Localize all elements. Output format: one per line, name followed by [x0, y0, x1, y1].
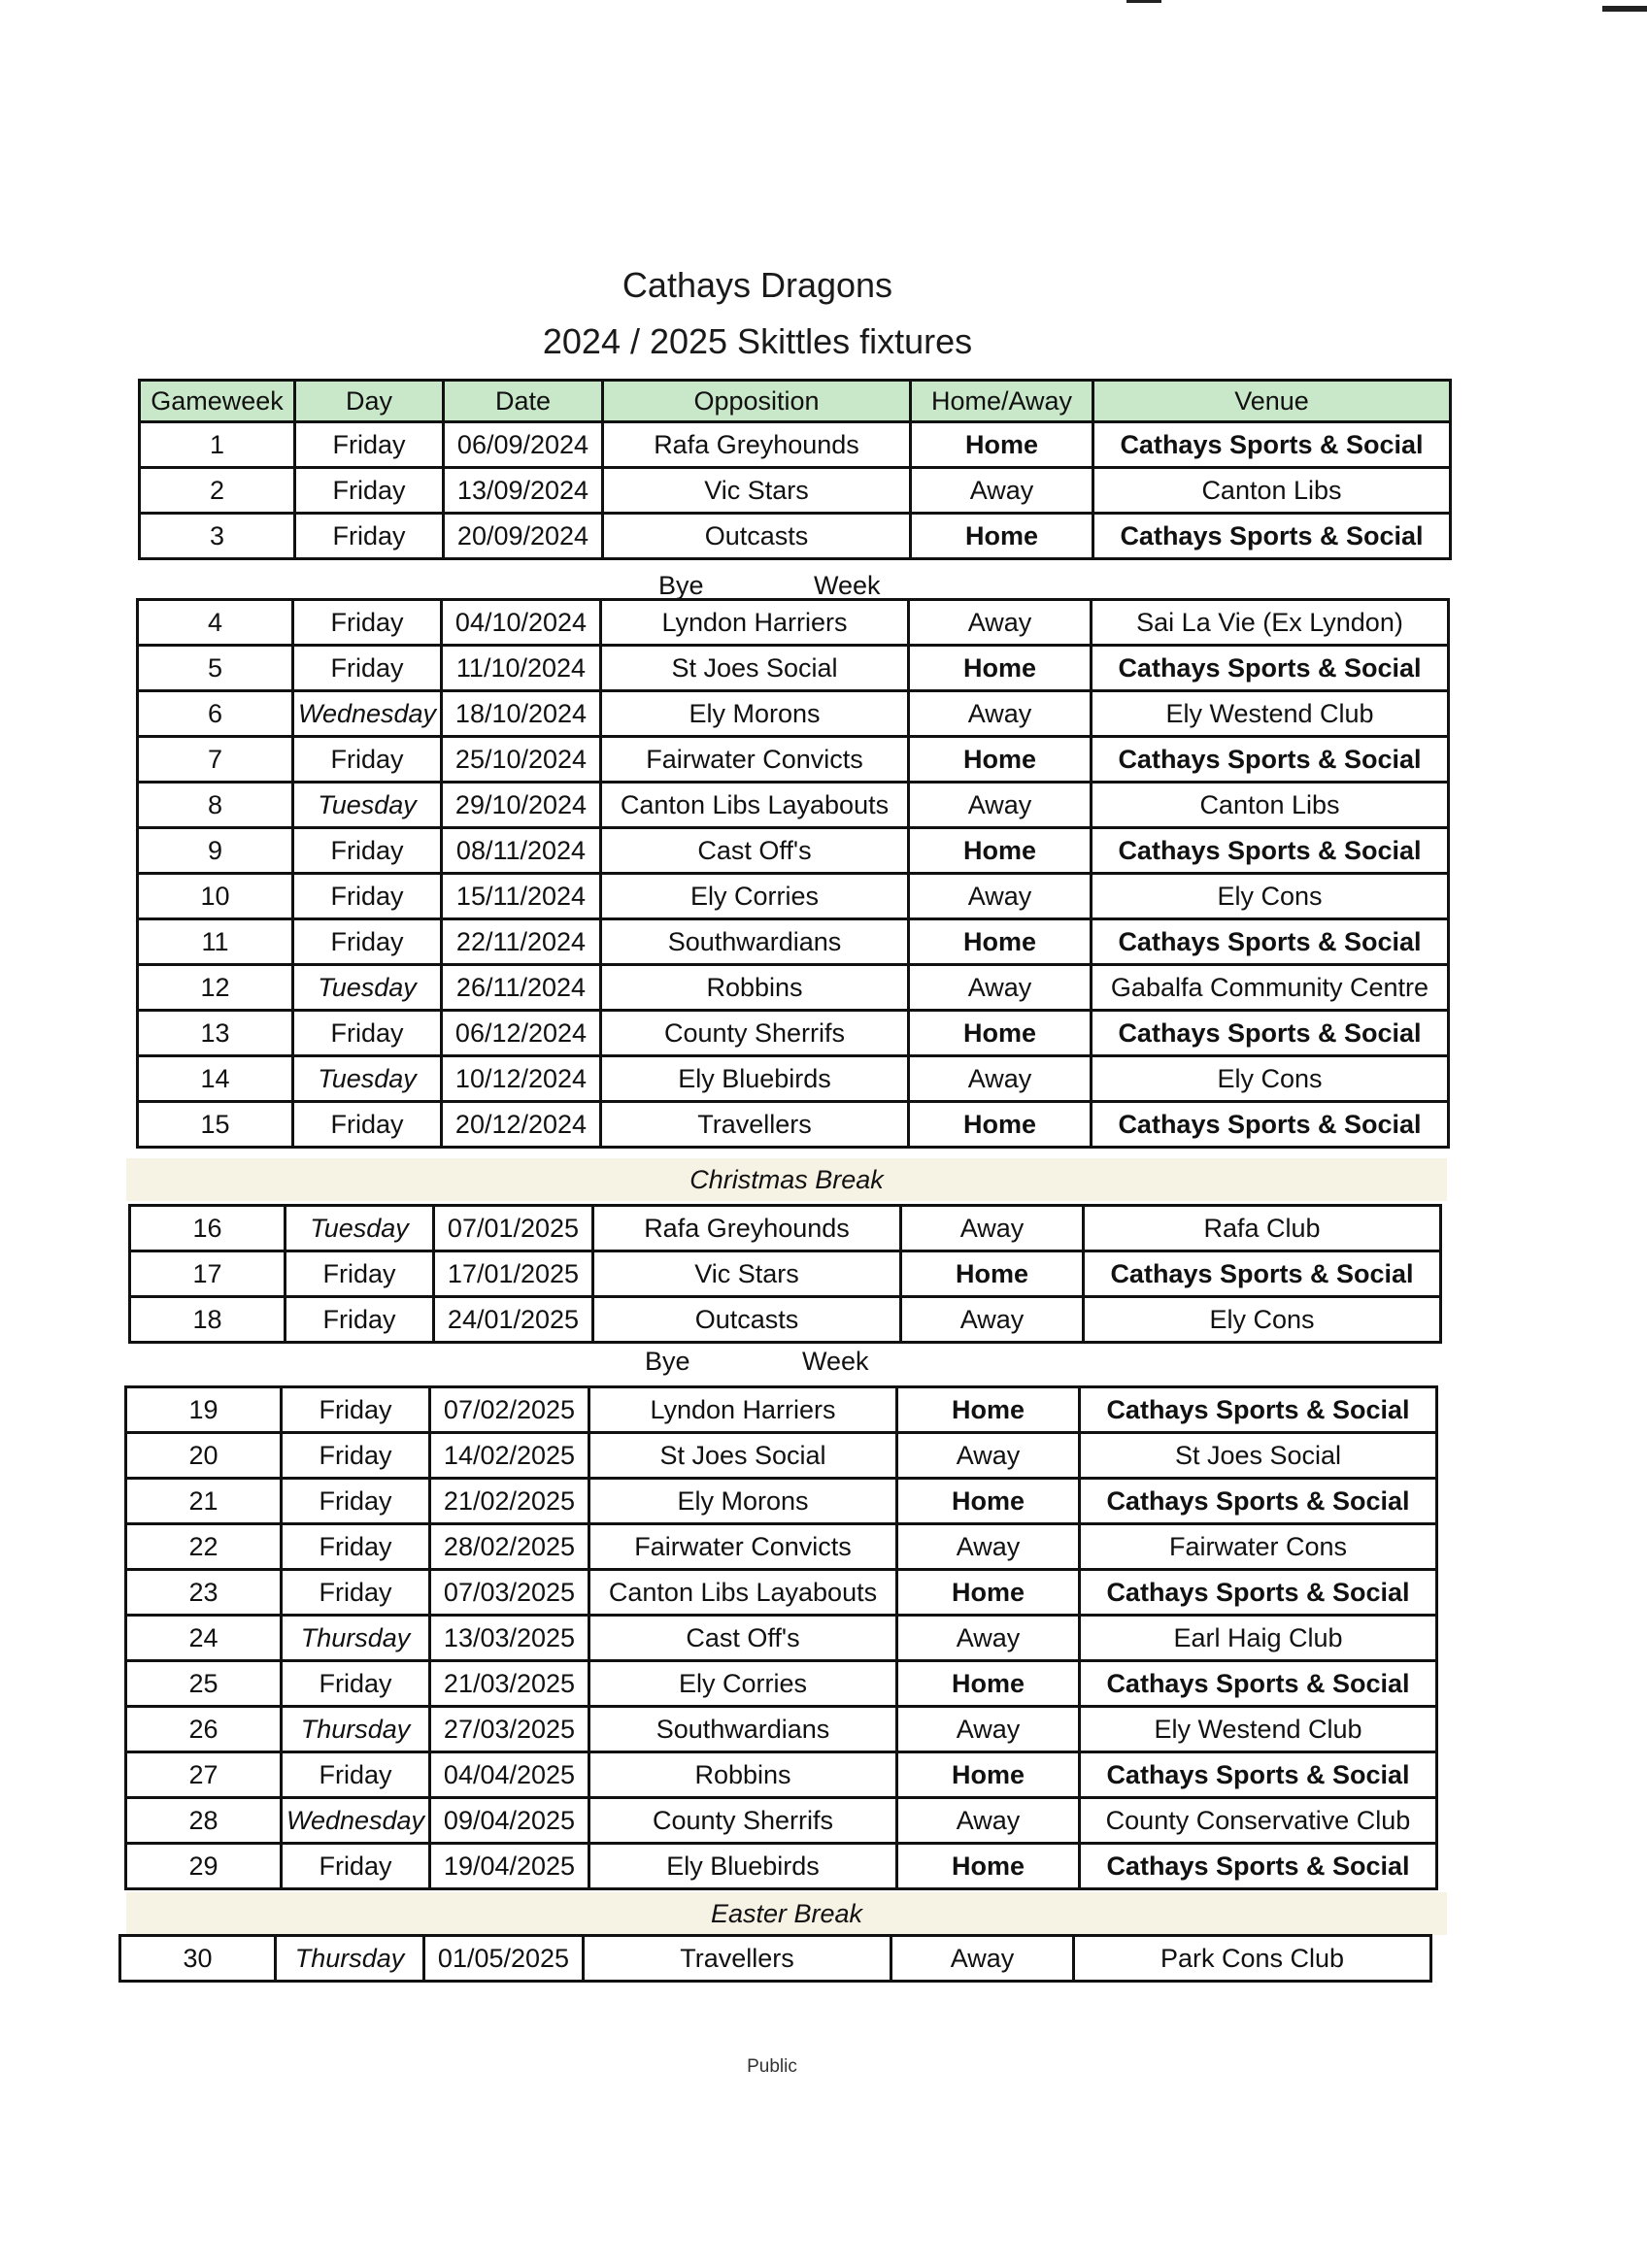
cell-venue: Gabalfa Community Centre: [1092, 965, 1449, 1011]
cell-gameweek: 28: [126, 1798, 282, 1844]
christmas-break-separator: Christmas Break: [126, 1158, 1447, 1201]
document-title: Cathays Dragons: [622, 265, 893, 305]
cell-opposition: Ely Corries: [601, 874, 909, 919]
scan-mark-top-right: [1602, 6, 1647, 12]
fixture-row: [130, 1297, 1441, 1343]
cell-venue: Ely Westend Club: [1092, 691, 1449, 737]
cell-opposition: Canton Libs Layabouts: [601, 783, 909, 828]
cell-day: Friday: [286, 1251, 434, 1297]
fixture-row: [120, 1936, 1431, 1982]
cell-home-away: Home: [911, 422, 1093, 468]
cell-venue: Canton Libs: [1092, 783, 1449, 828]
cell-venue: Cathays Sports & Social: [1092, 1102, 1449, 1148]
cell-gameweek: 18: [130, 1297, 286, 1343]
cell-day: Friday: [282, 1479, 430, 1524]
cell-home-away: Away: [897, 1798, 1080, 1844]
header-row: [140, 381, 1451, 422]
cell-home-away: Home: [901, 1251, 1084, 1297]
cell-date: 10/12/2024: [442, 1056, 601, 1102]
cell-day: Tuesday: [286, 1206, 434, 1251]
cell-venue: Cathays Sports & Social: [1080, 1661, 1437, 1707]
cell-venue: County Conservative Club: [1080, 1798, 1437, 1844]
cell-day: Friday: [295, 514, 444, 559]
cell-day: Friday: [282, 1433, 430, 1479]
cell-venue: Fairwater Cons: [1080, 1524, 1437, 1570]
cell-opposition: St Joes Social: [601, 646, 909, 691]
cell-opposition: Rafa Greyhounds: [593, 1206, 901, 1251]
cell-day: Tuesday: [293, 965, 442, 1011]
fixture-row: [138, 737, 1449, 783]
cell-day: Friday: [293, 874, 442, 919]
cell-venue: Ely Cons: [1084, 1297, 1441, 1343]
cell-gameweek: 29: [126, 1844, 282, 1889]
fixture-row: [126, 1661, 1437, 1707]
cell-opposition: Southwardians: [589, 1707, 897, 1752]
cell-day: Friday: [282, 1570, 430, 1616]
col-gameweek: Gameweek: [140, 381, 295, 422]
fixtures-table-block-5: [118, 1934, 1432, 1983]
cell-gameweek: 10: [138, 874, 293, 919]
cell-date: 13/09/2024: [444, 468, 603, 514]
bye-label: Bye: [645, 1347, 690, 1376]
cell-venue: Cathays Sports & Social: [1093, 514, 1451, 559]
cell-opposition: County Sherrifs: [601, 1011, 909, 1056]
cell-opposition: Ely Morons: [589, 1479, 897, 1524]
cell-opposition: Robbins: [601, 965, 909, 1011]
cell-venue: Cathays Sports & Social: [1092, 1011, 1449, 1056]
cell-home-away: Away: [909, 691, 1092, 737]
cell-home-away: Away: [911, 468, 1093, 514]
fixture-row: [126, 1616, 1437, 1661]
cell-venue: Cathays Sports & Social: [1092, 646, 1449, 691]
fixture-row: [126, 1844, 1437, 1889]
cell-date: 25/10/2024: [442, 737, 601, 783]
document-subtitle: 2024 / 2025 Skittles fixtures: [542, 321, 973, 361]
cell-gameweek: 12: [138, 965, 293, 1011]
cell-date: 19/04/2025: [430, 1844, 589, 1889]
cell-opposition: Travellers: [584, 1936, 891, 1982]
cell-venue: Cathays Sports & Social: [1080, 1570, 1437, 1616]
fixture-row: [126, 1479, 1437, 1524]
cell-home-away: Away: [909, 874, 1092, 919]
fixture-row: [138, 600, 1449, 646]
cell-gameweek: 21: [126, 1479, 282, 1524]
cell-date: 01/05/2025: [424, 1936, 584, 1982]
cell-gameweek: 3: [140, 514, 295, 559]
fixture-row: [138, 828, 1449, 874]
cell-date: 21/02/2025: [430, 1479, 589, 1524]
bye-label: Bye: [658, 571, 704, 600]
cell-gameweek: 17: [130, 1251, 286, 1297]
fixture-row: [130, 1251, 1441, 1297]
cell-date: 26/11/2024: [442, 965, 601, 1011]
fixtures-table-block-4: [124, 1385, 1438, 1890]
cell-home-away: Away: [897, 1433, 1080, 1479]
cell-date: 14/02/2025: [430, 1433, 589, 1479]
cell-gameweek: 9: [138, 828, 293, 874]
fixture-row: [138, 1056, 1449, 1102]
cell-venue: Cathays Sports & Social: [1084, 1251, 1441, 1297]
cell-venue: Cathays Sports & Social: [1093, 422, 1451, 468]
cell-opposition: Ely Bluebirds: [601, 1056, 909, 1102]
cell-home-away: Home: [909, 737, 1092, 783]
fixtures-table-block-1: [138, 379, 1452, 560]
cell-day: Friday: [293, 828, 442, 874]
cell-day: Friday: [282, 1387, 430, 1433]
cell-home-away: Home: [897, 1570, 1080, 1616]
cell-date: 20/12/2024: [442, 1102, 601, 1148]
cell-gameweek: 11: [138, 919, 293, 965]
cell-date: 20/09/2024: [444, 514, 603, 559]
cell-opposition: Rafa Greyhounds: [603, 422, 911, 468]
col-home-away: Home/Away: [911, 381, 1093, 422]
fixtures-table-block-3: [128, 1204, 1442, 1344]
cell-gameweek: 15: [138, 1102, 293, 1148]
cell-date: 04/04/2025: [430, 1752, 589, 1798]
cell-day: Wednesday: [282, 1798, 430, 1844]
fixture-row: [138, 691, 1449, 737]
cell-home-away: Away: [901, 1297, 1084, 1343]
cell-home-away: Home: [909, 1011, 1092, 1056]
cell-day: Friday: [282, 1752, 430, 1798]
easter-break-separator: Easter Break: [126, 1892, 1447, 1935]
cell-opposition: Ely Bluebirds: [589, 1844, 897, 1889]
scan-mark-top-center: [1126, 0, 1161, 3]
week-label: Week: [814, 571, 881, 600]
cell-day: Friday: [282, 1844, 430, 1889]
cell-venue: Park Cons Club: [1074, 1936, 1431, 1982]
cell-venue: Cathays Sports & Social: [1092, 919, 1449, 965]
cell-date: 11/10/2024: [442, 646, 601, 691]
fixture-row: [138, 646, 1449, 691]
cell-home-away: Home: [911, 514, 1093, 559]
cell-date: 27/03/2025: [430, 1707, 589, 1752]
cell-opposition: County Sherrifs: [589, 1798, 897, 1844]
cell-date: 06/12/2024: [442, 1011, 601, 1056]
cell-gameweek: 19: [126, 1387, 282, 1433]
cell-date: 07/02/2025: [430, 1387, 589, 1433]
cell-venue: Cathays Sports & Social: [1080, 1752, 1437, 1798]
cell-venue: Ely Cons: [1092, 1056, 1449, 1102]
fixtures-table-block-2: [136, 598, 1450, 1149]
cell-gameweek: 7: [138, 737, 293, 783]
cell-day: Tuesday: [293, 783, 442, 828]
cell-home-away: Away: [901, 1206, 1084, 1251]
cell-date: 13/03/2025: [430, 1616, 589, 1661]
footer-classification-label: Public: [747, 2056, 797, 2077]
cell-day: Thursday: [282, 1707, 430, 1752]
fixture-row: [138, 1011, 1449, 1056]
cell-gameweek: 20: [126, 1433, 282, 1479]
col-date: Date: [444, 381, 603, 422]
cell-home-away: Home: [909, 1102, 1092, 1148]
col-opposition: Opposition: [603, 381, 911, 422]
fixture-row: [126, 1433, 1437, 1479]
cell-gameweek: 22: [126, 1524, 282, 1570]
cell-opposition: Ely Corries: [589, 1661, 897, 1707]
fixture-row: [140, 468, 1451, 514]
cell-gameweek: 16: [130, 1206, 286, 1251]
cell-opposition: Lyndon Harriers: [589, 1387, 897, 1433]
cell-date: 09/04/2025: [430, 1798, 589, 1844]
cell-day: Friday: [293, 737, 442, 783]
cell-gameweek: 5: [138, 646, 293, 691]
cell-home-away: Away: [891, 1936, 1074, 1982]
cell-date: 28/02/2025: [430, 1524, 589, 1570]
cell-opposition: Travellers: [601, 1102, 909, 1148]
fixture-row: [126, 1798, 1437, 1844]
cell-day: Thursday: [282, 1616, 430, 1661]
cell-venue: Ely Cons: [1092, 874, 1449, 919]
cell-day: Friday: [286, 1297, 434, 1343]
cell-date: 07/01/2025: [434, 1206, 593, 1251]
cell-gameweek: 26: [126, 1707, 282, 1752]
cell-day: Friday: [295, 422, 444, 468]
cell-day: Friday: [293, 646, 442, 691]
fixture-row: [126, 1570, 1437, 1616]
cell-gameweek: 2: [140, 468, 295, 514]
cell-opposition: Southwardians: [601, 919, 909, 965]
fixture-row: [140, 422, 1451, 468]
cell-opposition: Cast Off's: [589, 1616, 897, 1661]
cell-date: 17/01/2025: [434, 1251, 593, 1297]
cell-gameweek: 4: [138, 600, 293, 646]
cell-day: Friday: [293, 1102, 442, 1148]
cell-day: Friday: [293, 919, 442, 965]
cell-venue: Sai La Vie (Ex Lyndon): [1092, 600, 1449, 646]
fixture-row: [126, 1752, 1437, 1798]
cell-home-away: Home: [897, 1387, 1080, 1433]
cell-gameweek: 25: [126, 1661, 282, 1707]
cell-venue: Cathays Sports & Social: [1092, 737, 1449, 783]
cell-gameweek: 30: [120, 1936, 276, 1982]
fixture-row: [138, 1102, 1449, 1148]
cell-day: Tuesday: [293, 1056, 442, 1102]
cell-date: 06/09/2024: [444, 422, 603, 468]
fixture-row: [126, 1387, 1437, 1433]
cell-day: Friday: [293, 1011, 442, 1056]
fixture-row: [138, 874, 1449, 919]
cell-day: Wednesday: [293, 691, 442, 737]
col-venue: Venue: [1093, 381, 1451, 422]
cell-day: Friday: [293, 600, 442, 646]
cell-date: 04/10/2024: [442, 600, 601, 646]
cell-gameweek: 24: [126, 1616, 282, 1661]
fixture-row: [138, 783, 1449, 828]
cell-home-away: Away: [909, 965, 1092, 1011]
fixture-row: [138, 965, 1449, 1011]
cell-opposition: Fairwater Convicts: [601, 737, 909, 783]
cell-opposition: Outcasts: [603, 514, 911, 559]
cell-home-away: Away: [897, 1616, 1080, 1661]
cell-date: 29/10/2024: [442, 783, 601, 828]
cell-day: Friday: [282, 1661, 430, 1707]
cell-gameweek: 8: [138, 783, 293, 828]
cell-home-away: Home: [897, 1661, 1080, 1707]
col-day: Day: [295, 381, 444, 422]
cell-opposition: Cast Off's: [601, 828, 909, 874]
cell-date: 08/11/2024: [442, 828, 601, 874]
cell-home-away: Home: [909, 646, 1092, 691]
cell-gameweek: 6: [138, 691, 293, 737]
cell-home-away: Away: [909, 600, 1092, 646]
cell-opposition: Vic Stars: [593, 1251, 901, 1297]
cell-date: 24/01/2025: [434, 1297, 593, 1343]
cell-venue: Ely Westend Club: [1080, 1707, 1437, 1752]
cell-opposition: Ely Morons: [601, 691, 909, 737]
cell-opposition: Robbins: [589, 1752, 897, 1798]
cell-home-away: Away: [897, 1707, 1080, 1752]
cell-gameweek: 27: [126, 1752, 282, 1798]
cell-home-away: Home: [909, 828, 1092, 874]
cell-gameweek: 14: [138, 1056, 293, 1102]
fixture-row: [126, 1707, 1437, 1752]
cell-day: Friday: [282, 1524, 430, 1570]
cell-date: 18/10/2024: [442, 691, 601, 737]
cell-gameweek: 23: [126, 1570, 282, 1616]
cell-venue: Cathays Sports & Social: [1080, 1387, 1437, 1433]
fixture-row: [130, 1206, 1441, 1251]
cell-home-away: Home: [897, 1844, 1080, 1889]
cell-opposition: St Joes Social: [589, 1433, 897, 1479]
cell-day: Thursday: [276, 1936, 424, 1982]
cell-opposition: Outcasts: [593, 1297, 901, 1343]
cell-opposition: Fairwater Convicts: [589, 1524, 897, 1570]
week-label: Week: [802, 1347, 869, 1376]
cell-home-away: Away: [909, 1056, 1092, 1102]
cell-venue: Canton Libs: [1093, 468, 1451, 514]
cell-gameweek: 13: [138, 1011, 293, 1056]
cell-date: 07/03/2025: [430, 1570, 589, 1616]
cell-venue: Cathays Sports & Social: [1080, 1844, 1437, 1889]
cell-date: 21/03/2025: [430, 1661, 589, 1707]
cell-home-away: Home: [897, 1752, 1080, 1798]
cell-opposition: Canton Libs Layabouts: [589, 1570, 897, 1616]
fixture-row: [126, 1524, 1437, 1570]
cell-opposition: Vic Stars: [603, 468, 911, 514]
fixture-row: [138, 919, 1449, 965]
fixture-row: [140, 514, 1451, 559]
cell-home-away: Home: [909, 919, 1092, 965]
cell-date: 22/11/2024: [442, 919, 601, 965]
cell-gameweek: 1: [140, 422, 295, 468]
cell-venue: Cathays Sports & Social: [1080, 1479, 1437, 1524]
cell-opposition: Lyndon Harriers: [601, 600, 909, 646]
cell-home-away: Away: [909, 783, 1092, 828]
cell-home-away: Away: [897, 1524, 1080, 1570]
bye-week-separator-2: [126, 1340, 1447, 1383]
cell-venue: Rafa Club: [1084, 1206, 1441, 1251]
cell-day: Friday: [295, 468, 444, 514]
cell-venue: St Joes Social: [1080, 1433, 1437, 1479]
cell-venue: Earl Haig Club: [1080, 1616, 1437, 1661]
cell-date: 15/11/2024: [442, 874, 601, 919]
cell-venue: Cathays Sports & Social: [1092, 828, 1449, 874]
cell-home-away: Home: [897, 1479, 1080, 1524]
